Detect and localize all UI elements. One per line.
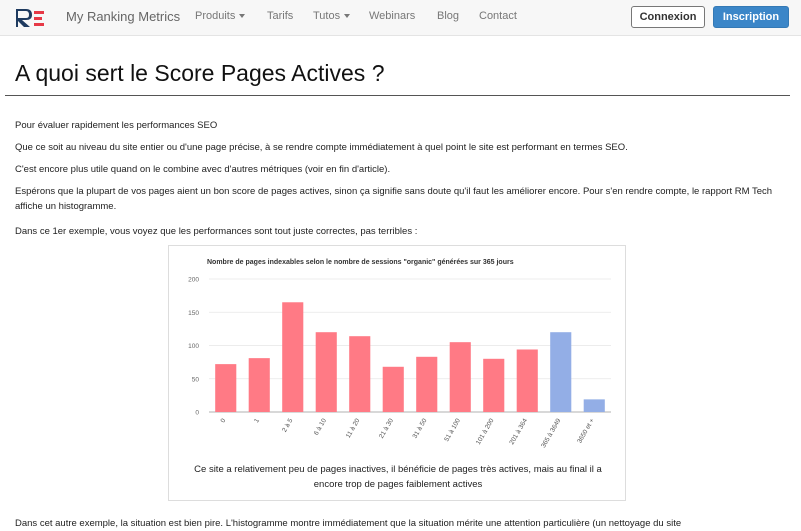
x-tick-label: 201 à 364 (508, 417, 529, 447)
chart-bar (517, 349, 538, 412)
y-tick-label: 100 (188, 343, 199, 350)
signup-button[interactable]: Inscription (713, 6, 789, 28)
top-navbar (0, 0, 801, 36)
x-tick-label: 1 (253, 417, 261, 425)
chevron-down-icon (239, 14, 245, 18)
chevron-down-icon (344, 14, 350, 18)
chart-title: Nombre de pages indexables selon le nombre de sessions "organic" générées sur 365 jours (207, 259, 514, 266)
chart-bar (349, 336, 370, 412)
x-tick-label: 11 à 20 (344, 417, 362, 440)
page-title: A quoi sert le Score Pages Actives ? (15, 60, 385, 86)
y-tick-label: 150 (188, 309, 199, 317)
chart-bar (282, 302, 303, 412)
nav-item-webinars[interactable]: Webinars (369, 10, 416, 22)
x-tick-label: 2 à 5 (281, 417, 295, 434)
x-tick-label: 31 à 50 (411, 417, 429, 440)
title-divider (5, 95, 790, 96)
nav-item-tarifs[interactable]: Tarifs (267, 10, 294, 22)
histogram-figure (168, 245, 626, 501)
x-tick-label: 21 à 30 (378, 417, 395, 440)
x-tick-label: 6 à 10 (312, 417, 328, 437)
nav-item-contact[interactable]: Contact (479, 10, 517, 22)
chart-bar (316, 332, 337, 412)
paragraph-6: Dans cet autre exemple, la situation est bien pire. L'histogramme montre immédiatement que la situation mérite une attention particulière (un nettoyage du site (15, 518, 682, 529)
nav-item-tutos[interactable] (313, 10, 350, 22)
nav-label-produits: Produits (195, 10, 236, 22)
paragraph-4: Espérons que la plupart de vos pages aient un bon score de pages actives, sinon ça signifie sans doute qu'il faut les améliorer encore. Pour s'en rendre compte, le rapport RM Tech affiche un histogramme. (15, 186, 773, 212)
brand-name[interactable]: My Ranking Metrics (66, 9, 181, 24)
y-tick-label: 50 (191, 376, 199, 384)
histogram-chart (169, 246, 627, 460)
x-tick-label: 101 à 200 (474, 417, 496, 447)
figure-caption: Ce site a relativement peu de pages inactives, il bénéficie de pages très actives, mais au final il a encore trop de pages faiblement actives (194, 464, 602, 490)
login-button[interactable]: Connexion (631, 6, 705, 28)
x-tick-label: 365 à 3649 (540, 417, 563, 450)
chart-bar (584, 399, 605, 412)
paragraph-1: Pour évaluer rapidement les performances SEO (15, 120, 218, 131)
chart-bar (416, 357, 437, 412)
paragraph-3: C'est encore plus utile quand on le combine avec d'autres métriques (voir en fin d'article). (15, 164, 391, 175)
paragraph-2: Que ce soit au niveau du site entier ou d'une page précise, à se rendre compte immédiatement à quel point le site est performant en termes SEO. (15, 142, 628, 153)
y-tick-label: 0 (195, 409, 199, 417)
chart-bar (383, 367, 404, 412)
nav-label-tutos: Tutos (313, 10, 341, 22)
chart-bar (550, 332, 571, 412)
nav-item-produits[interactable] (195, 10, 245, 22)
x-tick-label: 51 à 100 (443, 417, 462, 443)
chart-bar (215, 364, 236, 412)
nav-item-blog[interactable]: Blog (437, 10, 460, 22)
chart-bar (450, 342, 471, 412)
chart-bar (249, 358, 270, 412)
rm-logo-icon[interactable] (14, 7, 46, 29)
y-tick-label: 200 (188, 276, 199, 284)
chart-bar (483, 359, 504, 412)
paragraph-5: Dans ce 1er exemple, vous voyez que les performances sont tout juste correctes, pas terribles : (15, 226, 418, 237)
x-tick-label: 3650 et + (576, 417, 596, 445)
x-tick-label: 0 (219, 417, 228, 425)
